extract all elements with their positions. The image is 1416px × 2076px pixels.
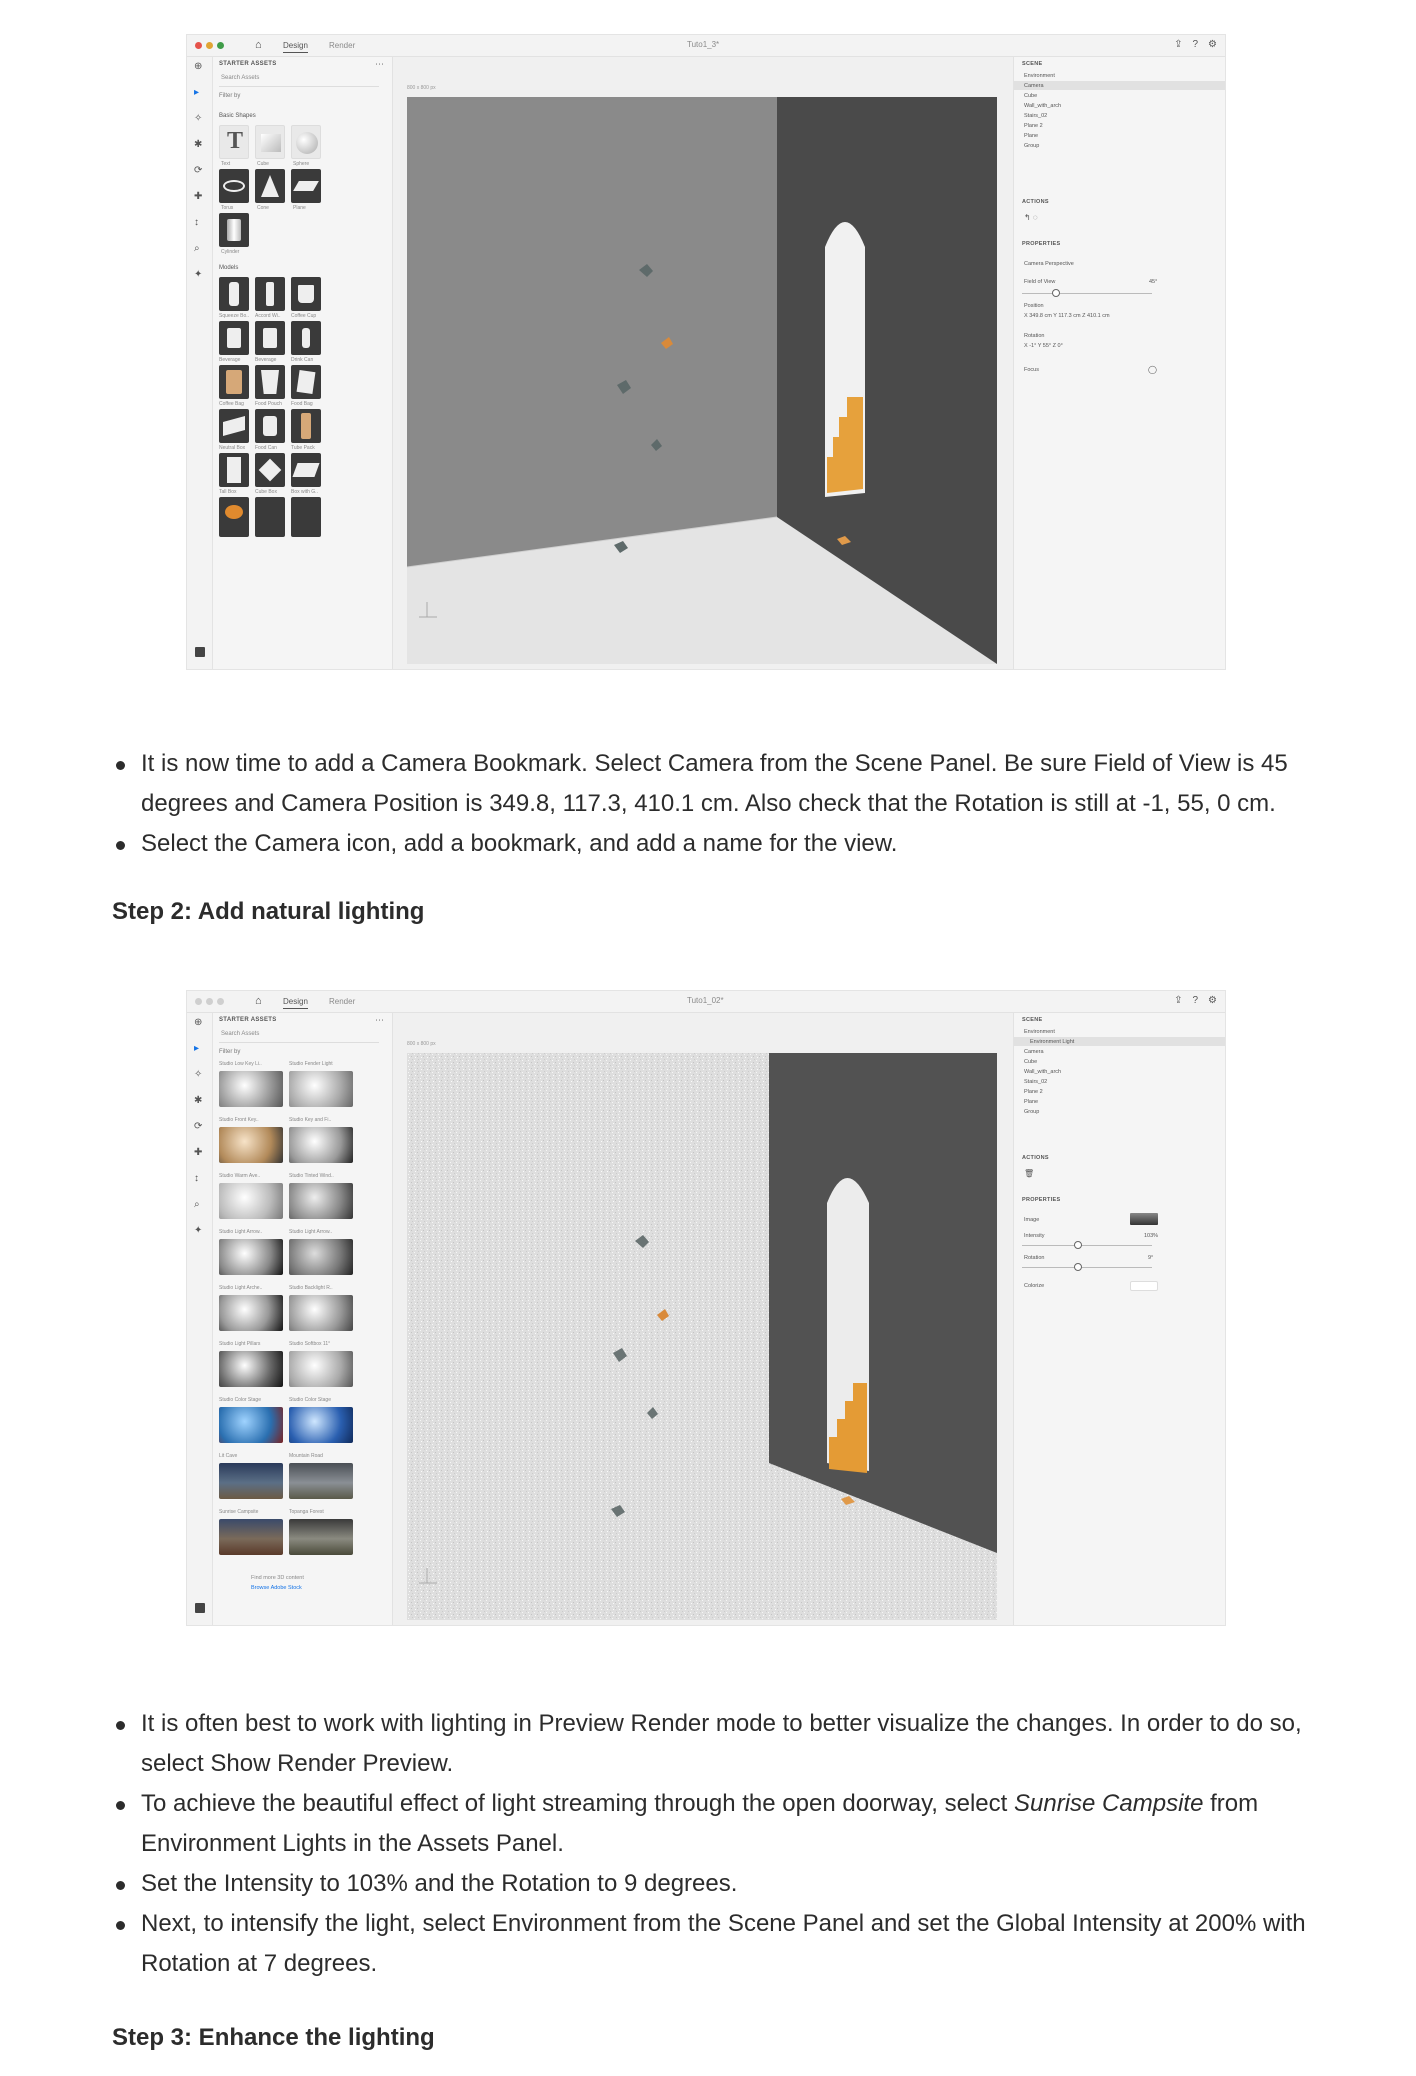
- fov-value[interactable]: 45°: [1149, 279, 1158, 285]
- list-item: Select the Camera icon, add a bookmark, and add a name for the view.: [112, 824, 1342, 864]
- light-label: Studio Warm Ave..: [219, 1173, 261, 1179]
- model-tile[interactable]: [219, 453, 249, 487]
- sample-tool-icon[interactable]: ✱: [194, 139, 203, 150]
- intensity-label: Intensity: [1024, 1233, 1045, 1239]
- delete-icon[interactable]: 🗑: [1024, 1169, 1035, 1178]
- list-item: Next, to intensify the light, select Environment from the Scene Panel and set the Global Intensity at 200% with Rotation at 7 degrees.: [112, 1904, 1342, 1984]
- zoom-icon[interactable]: ⌕: [194, 243, 200, 254]
- model-tile[interactable]: [291, 409, 321, 443]
- more-icon[interactable]: ⋯: [375, 59, 384, 69]
- rotation-label: Rotation: [1024, 1255, 1045, 1261]
- orbit-icon[interactable]: ⟳: [194, 165, 203, 176]
- fov-slider[interactable]: [1022, 293, 1152, 294]
- tool-rail: [187, 1013, 213, 1625]
- model-label: Tall Box: [219, 489, 237, 495]
- image-label: Image: [1024, 1217, 1040, 1223]
- close-dot[interactable]: [195, 42, 202, 49]
- light-thumbnail[interactable]: [289, 1519, 353, 1555]
- actions-header[interactable]: ACTIONS: [1022, 199, 1049, 205]
- window-controls[interactable]: [195, 42, 224, 49]
- close-dot[interactable]: [195, 998, 202, 1005]
- minimize-dot[interactable]: [206, 998, 213, 1005]
- light-thumbnail[interactable]: [289, 1407, 353, 1443]
- light-thumbnail[interactable]: [289, 1239, 353, 1275]
- intensity-value[interactable]: 103%: [1144, 1233, 1159, 1239]
- scene-item-camera[interactable]: Camera: [1024, 83, 1044, 89]
- position-label: Position: [1024, 303, 1044, 309]
- light-label: Studio Key and Fi..: [289, 1117, 332, 1123]
- rotation-slider-handle[interactable]: [1074, 1263, 1082, 1271]
- scene-item[interactable]: Environment: [1024, 73, 1055, 79]
- light-label: Lit Cave: [219, 1453, 238, 1459]
- screenshot-environment-light: [186, 990, 1226, 1626]
- light-thumbnail[interactable]: [219, 1183, 283, 1219]
- scene-panel: [1013, 1013, 1225, 1625]
- rotation-label: Rotation: [1024, 333, 1045, 339]
- colorize-label[interactable]: Colorize: [1024, 1283, 1045, 1289]
- light-thumbnail[interactable]: [289, 1463, 353, 1499]
- model-tile[interactable]: [255, 365, 285, 399]
- share-icon[interactable]: ⇪: [1174, 39, 1183, 50]
- position-values[interactable]: X 349.8 cm Y 117.3 cm Z 410.1 cm: [1024, 313, 1110, 319]
- instructions-block-2: [112, 1704, 1342, 1984]
- focus-label: Focus: [1024, 367, 1039, 373]
- light-label: Studio Light Pillars: [219, 1341, 261, 1347]
- scene-item[interactable]: Cube: [1024, 93, 1038, 99]
- magic-select-icon[interactable]: ✧: [194, 113, 203, 124]
- action-icon[interactable]: ↰ ◌: [1024, 213, 1038, 222]
- screenshot-camera-setup: [186, 34, 1226, 670]
- light-thumbnail[interactable]: [219, 1463, 283, 1499]
- model-tile[interactable]: [219, 497, 249, 537]
- dolly-icon[interactable]: ↕: [194, 1173, 199, 1184]
- shape-sphere-tile[interactable]: [291, 125, 321, 159]
- settings-icon[interactable]: ⚙: [1208, 995, 1217, 1006]
- scene-header[interactable]: SCENE: [1022, 1017, 1043, 1023]
- list-item: It is now time to add a Camera Bookmark. Select Camera from the Scene Panel. Be sure Field of View is 45 degrees and Camera Position is 349.8, 117.3, 410.1 cm. Also check that the Rotation is still at -1, 55, 0 cm.: [112, 744, 1342, 824]
- shape-label: Cylinder: [221, 249, 240, 255]
- model-tile[interactable]: [255, 453, 285, 487]
- tool-rail: [187, 57, 213, 669]
- scene-header[interactable]: SCENE: [1022, 61, 1043, 67]
- scene-panel: [1013, 57, 1225, 669]
- tab-render[interactable]: Render: [329, 41, 356, 50]
- pan-icon[interactable]: ✚: [194, 1147, 203, 1158]
- scene-item[interactable]: Stairs_02: [1024, 113, 1048, 119]
- light-thumbnail[interactable]: [219, 1295, 283, 1331]
- model-label: Cube Box: [255, 489, 277, 495]
- scene-item[interactable]: Plane 2: [1024, 123, 1043, 129]
- light-label: Studio Light Arrow..: [219, 1229, 263, 1235]
- intensity-slider-handle[interactable]: [1074, 1241, 1082, 1249]
- list-text: To achieve the beautiful effect of light streaming through the open doorway, select: [141, 1790, 1014, 1817]
- shape-text-tile[interactable]: T: [219, 125, 249, 159]
- add-icon[interactable]: ⊕: [194, 1017, 203, 1028]
- fov-label: Field of View: [1024, 279, 1056, 285]
- scene-render: [407, 97, 997, 664]
- model-label: Accord Wi..: [255, 313, 281, 319]
- shape-cylinder-tile[interactable]: [219, 213, 249, 247]
- viewport[interactable]: [393, 1013, 1013, 1625]
- light-label: Studio Light Arrow..: [289, 1229, 333, 1235]
- render-canvas[interactable]: [407, 97, 997, 664]
- model-tile[interactable]: [219, 321, 249, 355]
- list-item: [112, 1784, 1342, 1864]
- light-thumbnail[interactable]: [219, 1127, 283, 1163]
- rotation-value[interactable]: 9°: [1148, 1255, 1154, 1261]
- camera-perspective-label[interactable]: Camera Perspective: [1024, 261, 1074, 267]
- share-icon[interactable]: ⇪: [1174, 995, 1183, 1006]
- properties-header[interactable]: PROPERTIES: [1022, 1197, 1061, 1203]
- scene-item[interactable]: Wall_with_arch: [1024, 103, 1062, 109]
- colorize-swatch[interactable]: [1130, 1281, 1158, 1291]
- model-label: Food Can: [255, 445, 277, 451]
- model-tile[interactable]: [255, 497, 285, 537]
- list-item: It is often best to work with lighting in Preview Render mode to better visualize the changes. In order to do so, select Show Render Preview.: [112, 1704, 1342, 1784]
- maximize-dot[interactable]: [217, 42, 224, 49]
- scene-item[interactable]: Group: [1024, 143, 1040, 149]
- model-label: Coffee Bag: [219, 401, 244, 407]
- scene-render-preview: [407, 1053, 997, 1620]
- model-tile[interactable]: [255, 409, 285, 443]
- scene-item[interactable]: Cube: [1024, 1059, 1038, 1065]
- model-tile[interactable]: [291, 453, 321, 487]
- models-label[interactable]: Models: [219, 265, 239, 271]
- scene-item[interactable]: Camera: [1024, 1049, 1044, 1055]
- model-label: Neutral Box: [219, 445, 246, 451]
- environment-image-thumbnail[interactable]: [1130, 1213, 1158, 1225]
- shape-torus-tile[interactable]: [219, 169, 249, 203]
- app-topbar: [187, 35, 1225, 57]
- camera-bookmark-icon[interactable]: [195, 1603, 205, 1613]
- light-label: Studio Low Key Li..: [219, 1061, 262, 1067]
- search-input[interactable]: Search Assets: [219, 75, 379, 87]
- search-input[interactable]: Search Assets: [219, 1031, 379, 1043]
- scene-item[interactable]: Plane: [1024, 1099, 1039, 1105]
- add-icon[interactable]: ⊕: [194, 61, 203, 72]
- light-thumbnail[interactable]: [219, 1351, 283, 1387]
- maximize-dot[interactable]: [217, 998, 224, 1005]
- shape-cone-tile[interactable]: [255, 169, 285, 203]
- assets-panel: [213, 57, 393, 669]
- model-tile[interactable]: [219, 365, 249, 399]
- intensity-slider[interactable]: [1022, 1245, 1152, 1246]
- find-more-text: Find more 3D content: [251, 1575, 304, 1581]
- light-thumbnail[interactable]: [219, 1407, 283, 1443]
- light-thumbnail[interactable]: [219, 1071, 283, 1107]
- model-tile[interactable]: [291, 497, 321, 537]
- focus-toggle[interactable]: ◯: [1148, 365, 1157, 374]
- light-label: Studio Softbox 11°: [289, 1341, 331, 1347]
- adobe-stock-link[interactable]: Browse Adobe Stock: [251, 1585, 302, 1591]
- select-tool-icon[interactable]: ▸: [194, 1043, 200, 1054]
- list-text: from Environment Lights in the Assets Panel.: [141, 1790, 1259, 1857]
- shape-cube-tile[interactable]: [255, 125, 285, 159]
- emphasis-text: Sunrise Campsite: [1014, 1790, 1204, 1817]
- scene-item-environment-light[interactable]: Environment Light: [1030, 1039, 1075, 1045]
- drop-icon[interactable]: ✦: [194, 269, 203, 280]
- home-icon[interactable]: ⌂: [255, 39, 262, 51]
- rotation-values[interactable]: X -1° Y 55° Z 0°: [1024, 343, 1063, 349]
- document-title: Tuto1_3*: [687, 40, 720, 49]
- shape-label: Cone: [257, 205, 269, 211]
- model-label: Tube Pack: [291, 445, 315, 451]
- drop-icon[interactable]: ✦: [194, 1225, 203, 1236]
- shape-label: Plane: [293, 205, 306, 211]
- sample-tool-icon[interactable]: ✱: [194, 1095, 203, 1106]
- settings-icon[interactable]: ⚙: [1208, 39, 1217, 50]
- light-label: Mountain Road: [289, 1453, 323, 1459]
- scene-item[interactable]: Plane: [1024, 133, 1039, 139]
- tab-design[interactable]: Design: [283, 41, 308, 53]
- pan-icon[interactable]: ✚: [194, 191, 203, 202]
- assets-header[interactable]: STARTER ASSETS: [219, 1017, 277, 1023]
- filter-label: Filter by: [219, 1049, 241, 1055]
- help-icon[interactable]: ?: [1192, 39, 1199, 50]
- topbar-actions: [1174, 39, 1217, 50]
- camera-bookmark-icon[interactable]: [195, 647, 205, 657]
- assets-panel: [213, 1013, 393, 1625]
- canvas-dimensions: 800 x 800 px: [407, 85, 436, 91]
- magic-select-icon[interactable]: ✧: [194, 1069, 203, 1080]
- light-label: Studio Color Stage: [289, 1397, 331, 1403]
- scene-item[interactable]: Stairs_02: [1024, 1079, 1048, 1085]
- scene-item[interactable]: Group: [1024, 1109, 1040, 1115]
- viewport[interactable]: [393, 57, 1013, 669]
- shape-label: Text: [221, 161, 231, 167]
- list-item: Set the Intensity to 103% and the Rotation to 9 degrees.: [112, 1864, 1342, 1904]
- model-tile[interactable]: [255, 321, 285, 355]
- light-label: Studio Color Stage: [219, 1397, 261, 1403]
- shape-label: Cube: [257, 161, 269, 167]
- model-label: Coffee Cup: [291, 313, 317, 319]
- app-topbar: [187, 991, 1225, 1013]
- shape-plane-tile[interactable]: [291, 169, 321, 203]
- minimize-dot[interactable]: [206, 42, 213, 49]
- orbit-icon[interactable]: ⟳: [194, 1121, 203, 1132]
- scene-item[interactable]: Environment: [1024, 1029, 1055, 1035]
- shape-label: Sphere: [293, 161, 310, 167]
- scene-selection-highlight: [1014, 81, 1225, 90]
- assets-header[interactable]: STARTER ASSETS: [219, 61, 277, 67]
- model-tile[interactable]: [219, 277, 249, 311]
- window-controls[interactable]: [195, 998, 224, 1005]
- model-tile[interactable]: [219, 409, 249, 443]
- model-label: Beverage: [219, 357, 241, 363]
- light-thumbnail[interactable]: [219, 1519, 283, 1555]
- select-tool-icon[interactable]: ▸: [194, 87, 200, 98]
- dolly-icon[interactable]: ↕: [194, 217, 199, 228]
- shape-label: Torus: [221, 205, 234, 211]
- light-label: Studio Light Arche..: [219, 1285, 263, 1291]
- actions-header[interactable]: ACTIONS: [1022, 1155, 1049, 1161]
- light-thumbnail[interactable]: [289, 1351, 353, 1387]
- model-label: Box with G..: [291, 489, 318, 495]
- light-thumbnail[interactable]: [289, 1295, 353, 1331]
- model-label: Food Pouch: [255, 401, 282, 407]
- document-title: Tuto1_02*: [687, 996, 724, 1005]
- more-icon[interactable]: ⋯: [375, 1015, 384, 1025]
- light-label: Studio Backlight R..: [289, 1285, 333, 1291]
- tab-render[interactable]: Render: [329, 997, 356, 1006]
- light-label: Studio Front Key..: [219, 1117, 259, 1123]
- properties-header[interactable]: PROPERTIES: [1022, 241, 1061, 247]
- basic-shapes-label[interactable]: Basic Shapes: [219, 113, 256, 119]
- light-label: Topanga Forest: [289, 1509, 324, 1515]
- light-thumbnail[interactable]: [289, 1127, 353, 1163]
- fov-slider-handle[interactable]: [1052, 289, 1060, 297]
- scene-item[interactable]: Plane 2: [1024, 1089, 1043, 1095]
- step-2-heading: Step 2: Add natural lighting: [112, 898, 425, 925]
- light-thumbnail[interactable]: [289, 1183, 353, 1219]
- tab-design[interactable]: Design: [283, 997, 308, 1009]
- light-label: Studio Fender Light: [289, 1061, 333, 1067]
- filter-label: Filter by: [219, 93, 241, 99]
- model-tile[interactable]: [291, 365, 321, 399]
- model-label: Drink Can: [291, 357, 314, 363]
- model-label: Squeeze Bo..: [219, 313, 250, 319]
- model-tile[interactable]: [291, 321, 321, 355]
- light-thumbnail[interactable]: [219, 1239, 283, 1275]
- model-tile[interactable]: [255, 277, 285, 311]
- instructions-block-1: [112, 744, 1342, 864]
- rotation-slider[interactable]: [1022, 1267, 1152, 1268]
- model-label: Beverage: [255, 357, 277, 363]
- light-label: Sunrise Campsite: [219, 1509, 259, 1515]
- zoom-icon[interactable]: ⌕: [194, 1199, 200, 1210]
- step-3-heading: Step 3: Enhance the lighting: [112, 2024, 435, 2051]
- topbar-actions: [1174, 995, 1217, 1006]
- help-icon[interactable]: ?: [1192, 995, 1199, 1006]
- canvas-dimensions: 800 x 800 px: [407, 1041, 436, 1047]
- light-thumbnail[interactable]: [289, 1071, 353, 1107]
- scene-item[interactable]: Wall_with_arch: [1024, 1069, 1062, 1075]
- model-label: Food Bag: [291, 401, 313, 407]
- light-label: Studio Tinted Wind..: [289, 1173, 334, 1179]
- model-tile[interactable]: [291, 277, 321, 311]
- home-icon[interactable]: ⌂: [255, 995, 262, 1007]
- render-canvas[interactable]: [407, 1053, 997, 1620]
